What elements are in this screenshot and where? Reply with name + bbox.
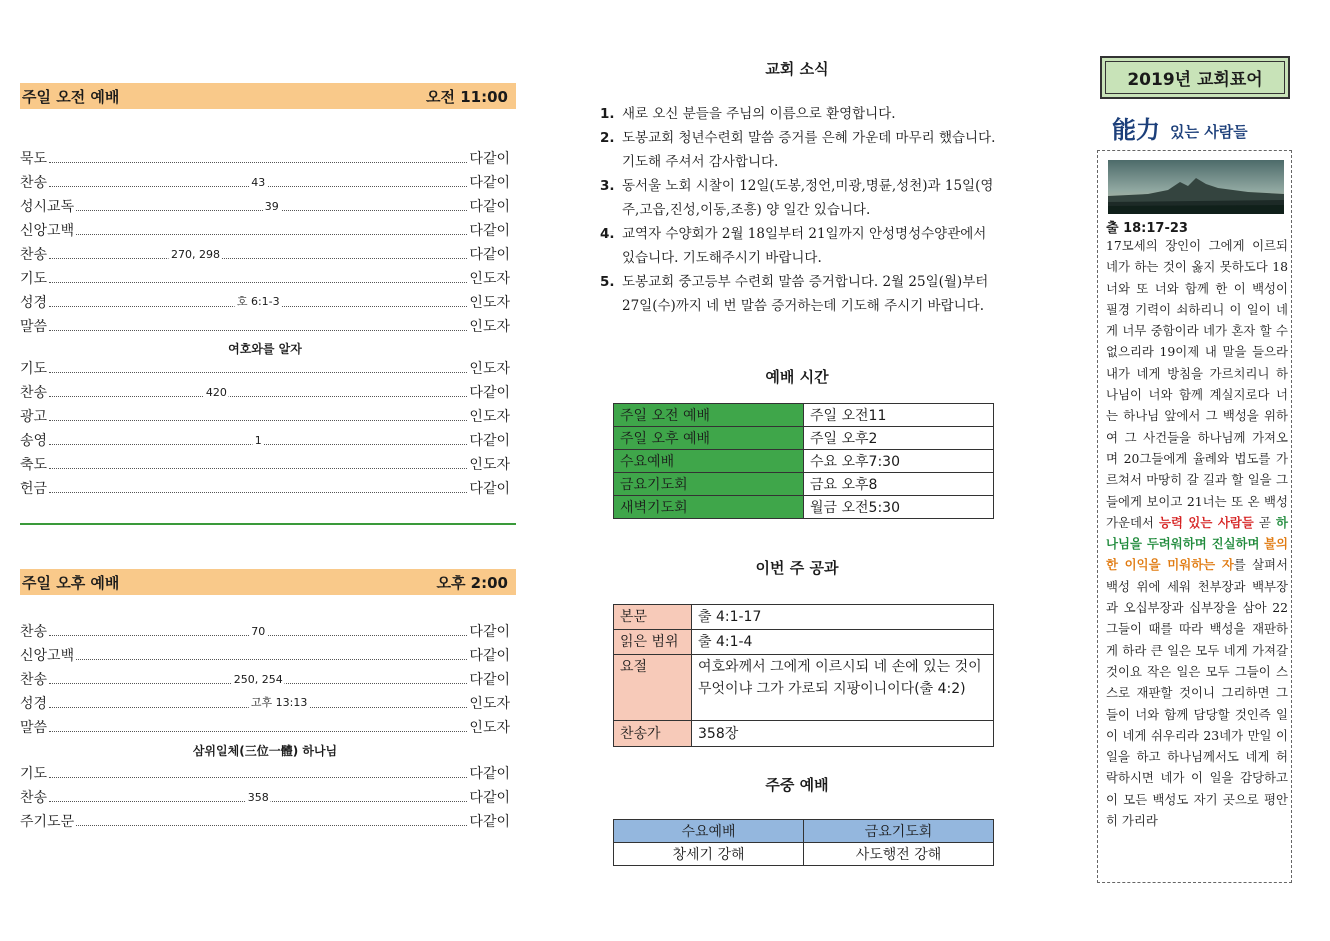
table-row	[614, 496, 994, 519]
lesson-title: 이번 주 공과	[755, 559, 839, 577]
table-cell: 찬송가	[614, 721, 692, 747]
order-name: 찬송	[20, 385, 48, 401]
order-leader: 인도자	[469, 696, 510, 712]
verse-reference: 출 18:17-23	[1106, 221, 1188, 236]
table-row	[614, 655, 994, 721]
news-item	[600, 270, 1000, 318]
verse-part: 곧	[1253, 514, 1276, 530]
news-number: 2.	[600, 130, 615, 146]
table-cell: 출 4:1-17	[692, 605, 994, 630]
table-cell: 금요 오후8	[804, 473, 994, 496]
order-detail: 358	[247, 791, 269, 804]
motto-subtitle	[1112, 110, 1248, 145]
order-name: 광고	[20, 409, 48, 425]
order-row	[20, 763, 510, 785]
order-row	[20, 621, 510, 643]
news-text: 새로 오신 분들을 주님의 이름으로 환영합니다.	[622, 106, 896, 122]
order-name: 찬송	[20, 247, 48, 263]
order-leader: 인도자	[469, 319, 510, 335]
order-leader: 다같이	[469, 223, 510, 239]
news-text: 교역자 수양회가 2월 18일부터 21일까지 안성명성수양관에서 있습니다. 기도해주시기 바랍니다.	[622, 226, 987, 266]
table-cell: 출 4:1-4	[692, 630, 994, 655]
table-header: 수요예배	[614, 820, 804, 843]
order-row	[20, 406, 510, 428]
order-row	[20, 148, 510, 170]
order-row	[20, 358, 510, 380]
order-leader: 다같이	[469, 814, 510, 830]
order-name: 기도	[20, 271, 48, 287]
news-item	[600, 126, 1000, 174]
motto-big: 能力	[1112, 115, 1160, 144]
motto-small: 있는 사람들	[1170, 123, 1248, 141]
order-name: 신앙고백	[20, 223, 75, 239]
morning-service-time: 오전 11:00	[426, 87, 508, 106]
order-leader: 다같이	[469, 790, 510, 806]
table-cell: 수요예배	[614, 450, 804, 473]
table-cell: 월금 오전5:30	[804, 496, 994, 519]
order-name: 헌금	[20, 481, 48, 497]
sermon-title: 삼위일체(三位一體) 하나님	[192, 744, 338, 758]
table-cell: 금요기도회	[614, 473, 804, 496]
order-leader: 다같이	[469, 624, 510, 640]
afternoon-service-title: 주일 오후 예배	[22, 573, 120, 592]
news-number: 1.	[600, 106, 615, 122]
news-text: 도봉교회 청년수련회 말씀 증거를 은혜 가운데 마무리 했습니다. 기도해 주셔서 감사합니다.	[622, 130, 996, 170]
news-item	[600, 222, 1000, 270]
verse-highlight-green: 하나님을 두려워하며 진실하며	[1106, 514, 1288, 552]
table-cell: 358장	[692, 721, 994, 747]
order-name: 성경	[20, 696, 48, 712]
table-cell: 주일 오후2	[804, 427, 994, 450]
motto-title: 2019년 교회표어	[1100, 56, 1290, 99]
order-name: 찬송	[20, 790, 48, 806]
order-name: 말씀	[20, 720, 48, 736]
order-leader: 인도자	[469, 361, 510, 377]
news-number: 5.	[600, 274, 615, 290]
order-leader: 다같이	[469, 199, 510, 215]
order-row	[20, 292, 510, 314]
table-row	[614, 404, 994, 427]
order-leader: 다같이	[469, 385, 510, 401]
order-leader: 인도자	[469, 295, 510, 311]
news-number: 3.	[600, 178, 615, 194]
order-detail: 호 6:1-3	[236, 295, 280, 308]
table-row	[614, 630, 994, 655]
order-detail: 43	[251, 176, 266, 189]
order-leader: 인도자	[469, 409, 510, 425]
table-cell: 요절	[614, 655, 692, 721]
order-row	[20, 669, 510, 691]
order-leader: 다같이	[469, 672, 510, 688]
schedule-table	[613, 403, 994, 519]
table-header: 금요기도회	[804, 820, 994, 843]
order-row	[20, 268, 510, 290]
order-row	[20, 220, 510, 242]
order-row	[20, 382, 510, 404]
order-leader: 인도자	[469, 271, 510, 287]
table-cell: 읽은 범위	[614, 630, 692, 655]
order-row	[20, 430, 510, 452]
order-detail: 420	[205, 386, 227, 399]
news-title: 교회 소식	[765, 60, 829, 78]
order-row	[20, 717, 510, 739]
news-number: 4.	[600, 226, 615, 242]
table-row	[614, 605, 994, 630]
order-leader: 다같이	[469, 648, 510, 664]
table-cell: 사도행전 강해	[804, 843, 994, 866]
order-leader: 다같이	[469, 151, 510, 167]
order-row	[20, 196, 510, 218]
order-row	[20, 811, 510, 833]
schedule-title: 예배 시간	[765, 368, 829, 386]
order-row	[20, 693, 510, 715]
order-row	[20, 645, 510, 667]
weekly-table	[613, 819, 994, 866]
order-name: 기도	[20, 361, 48, 377]
table-cell: 주일 오후 예배	[614, 427, 804, 450]
table-cell: 여호와께서 그에게 이르시되 네 손에 있는 것이 무엇이냐 그가 가로되 지팡이니이다(출 4:2)	[692, 655, 994, 721]
verse-part: 를 살펴서 백성 위에 세워 천부장과 백부장과 오십부장과 십부장을 삼아 22그들이 때를 따라 백성을 재판하게 하라 큰 일은 모두 네게 가져갈 것이요 작은 일은 모두 그들이 스스로 재판할 것이니 그리하면 그들이 너와 함께 담당할 것인즉 일이 네게 쉬우리라 23네가 만일 이 일을 하고 하나님께서도 네게 허락하시면 네가 이 일을 감당하고 이 모든 백성도 자기 곳으로 평안히 가리라	[1106, 557, 1288, 829]
order-leader: 인도자	[469, 457, 510, 473]
news-list	[600, 102, 1000, 318]
order-leader: 다같이	[469, 175, 510, 191]
order-name: 성시교독	[20, 199, 75, 215]
lesson-table	[613, 604, 994, 747]
order-leader: 다같이	[469, 247, 510, 263]
order-name: 축도	[20, 457, 48, 473]
order-detail: 70	[251, 625, 266, 638]
order-name: 찬송	[20, 672, 48, 688]
order-name: 말씀	[20, 319, 48, 335]
order-row	[20, 478, 510, 500]
order-detail: 270, 298	[170, 248, 220, 261]
news-item	[600, 102, 1000, 126]
weekly-title: 주중 예배	[765, 776, 829, 794]
order-leader: 인도자	[469, 720, 510, 736]
order-name: 묵도	[20, 151, 48, 167]
order-name: 주기도문	[20, 814, 75, 830]
morning-service-header	[20, 83, 516, 109]
order-row	[20, 172, 510, 194]
verse-text	[1106, 235, 1288, 831]
afternoon-service-header	[20, 569, 516, 595]
order-row	[20, 787, 510, 809]
afternoon-service-time: 오후 2:00	[436, 573, 508, 592]
news-item	[600, 174, 1000, 222]
table-cell: 본문	[614, 605, 692, 630]
table-cell: 수요 오후7:30	[804, 450, 994, 473]
order-detail: 1	[254, 434, 262, 447]
order-name: 성경	[20, 295, 48, 311]
verse-highlight-red: 능력 있는 사람들	[1159, 514, 1254, 530]
table-row	[614, 450, 994, 473]
table-row	[614, 820, 994, 843]
news-text: 동서울 노회 시찰이 12일(도봉,정언,미광,명륜,성천)과 15일(영주,고읍,진성,이동,조흥) 양 일간 있습니다.	[622, 178, 994, 218]
news-text: 도봉교회 중고등부 수련회 말씀 증거합니다. 2월 25일(월)부터 27일(수)까지 네 번 말씀 증거하는데 기도해 주시기 바랍니다.	[622, 274, 989, 314]
table-row	[614, 721, 994, 747]
order-detail: 39	[264, 200, 279, 213]
table-row	[614, 843, 994, 866]
order-row	[20, 316, 510, 338]
order-name: 기도	[20, 766, 48, 782]
order-row	[20, 244, 510, 266]
order-leader: 다같이	[469, 481, 510, 497]
order-detail: 고후 13:13	[250, 696, 308, 709]
order-name: 송영	[20, 433, 48, 449]
order-row	[20, 454, 510, 476]
table-row	[614, 427, 994, 450]
table-cell: 주일 오전 예배	[614, 404, 804, 427]
order-leader: 다같이	[469, 433, 510, 449]
order-name: 찬송	[20, 624, 48, 640]
section-divider	[20, 523, 516, 525]
morning-service-title: 주일 오전 예배	[22, 87, 120, 106]
order-detail: 250, 254	[233, 673, 283, 686]
table-row	[614, 473, 994, 496]
mountain-landscape-image	[1108, 160, 1284, 214]
sermon-title: 여호와를 알자	[228, 342, 302, 356]
order-leader: 다같이	[469, 766, 510, 782]
verse-part: 17모세의 장인이 그에게 이르되 네가 하는 것이 옳지 못하도다 18너와 또 너와 함께 한 이 백성이 필경 기력이 쇠하리니 이 일이 네게 너무 중함이라 네가 혼자 할 수 없으리라 19이제 내 말을 들으라 내가 네게 방침을 가르치리니 하나님이 너와 함께 계실지로다 너는 하나님 앞에서 그 백성을 위하여 그 사건들을 하나님께 가져오며 20그들에게 율례와 법도를 가르쳐서 마땅히 갈 길과 할 일을 그들에게 보이고 21너는 또 온 백성 가운데서	[1106, 238, 1288, 530]
verse-highlight-orange: 불의한 이익을 미워하는 자	[1106, 536, 1288, 573]
order-name: 찬송	[20, 175, 48, 191]
table-cell: 창세기 강해	[614, 843, 804, 866]
table-cell: 새벽기도회	[614, 496, 804, 519]
table-cell: 주일 오전11	[804, 404, 994, 427]
order-name: 신앙고백	[20, 648, 75, 664]
